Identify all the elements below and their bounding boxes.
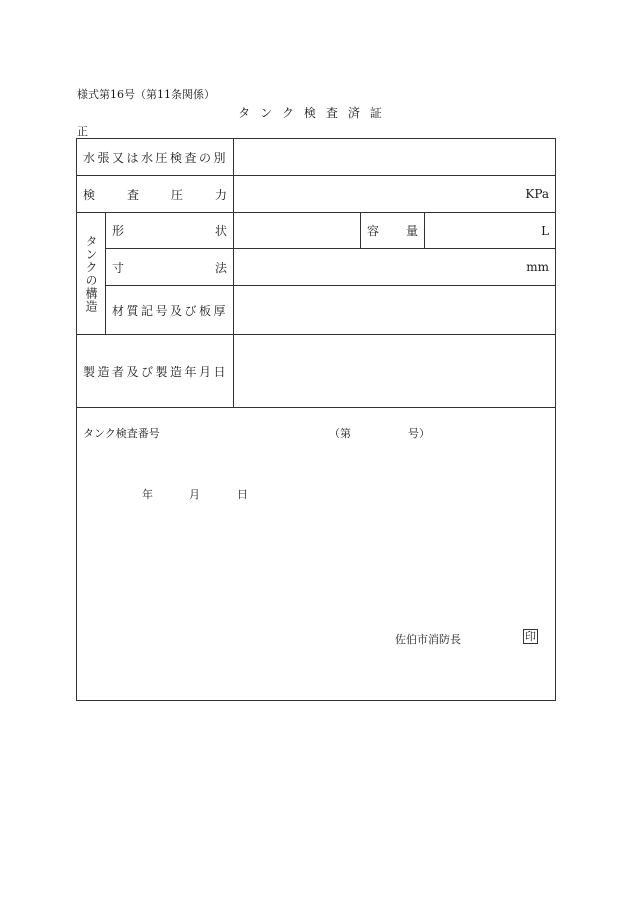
date-month: 月 — [189, 488, 200, 501]
date-year: 年 — [142, 488, 153, 501]
water-test-value-cell — [234, 139, 556, 176]
dimension-row — [77, 249, 556, 286]
water-test-row — [77, 139, 556, 176]
shape-row — [77, 213, 556, 249]
dimension-unit: mm — [234, 249, 556, 286]
water-test-label-cell — [77, 139, 234, 176]
pressure-label: 検 査 圧 力 — [83, 187, 228, 202]
water-test-label: 水張又は水圧検査の別 — [83, 150, 229, 165]
dimension-label: 寸 法 — [112, 260, 228, 275]
inspection-number-close: 号） — [408, 427, 430, 440]
seal-mark: 印 — [525, 630, 536, 643]
structure-label-cell — [77, 213, 106, 335]
capacity-label-cell — [361, 213, 425, 249]
maker-value-cell — [234, 335, 556, 408]
certificate-table — [76, 138, 556, 701]
inspection-number-label: タンク検査番号 — [83, 427, 160, 440]
footer-row — [77, 408, 556, 701]
material-label: 材質記号及び板厚 — [112, 303, 229, 318]
form-number-label: 様式第16号（第11条関係） — [77, 88, 215, 101]
date-day: 日 — [237, 488, 248, 501]
structure-label: タンクの構造 — [84, 234, 98, 313]
shape-value-cell — [234, 213, 361, 249]
maker-label: 製造者及び製造年月日 — [83, 364, 229, 379]
maker-label-cell — [77, 335, 234, 408]
issuer-name: 佐伯市消防長 — [395, 633, 461, 646]
shape-label: 形 状 — [112, 224, 228, 238]
shape-label-cell — [106, 213, 234, 249]
material-value-cell — [234, 286, 556, 335]
pressure-row — [77, 176, 556, 213]
capacity-label: 容 量 — [367, 224, 419, 238]
document-title: タンク検査済証 — [238, 106, 392, 120]
dimension-label-cell — [106, 249, 234, 286]
inspection-number-open: （第 — [329, 427, 351, 440]
footer-cell — [77, 408, 556, 701]
maker-row — [77, 335, 556, 408]
material-label-cell — [106, 286, 234, 335]
pressure-unit: KPa — [234, 176, 556, 213]
copy-mark: 正 — [77, 125, 88, 138]
pressure-label-cell — [77, 176, 234, 213]
capacity-unit: L — [425, 213, 556, 249]
material-row — [77, 286, 556, 335]
